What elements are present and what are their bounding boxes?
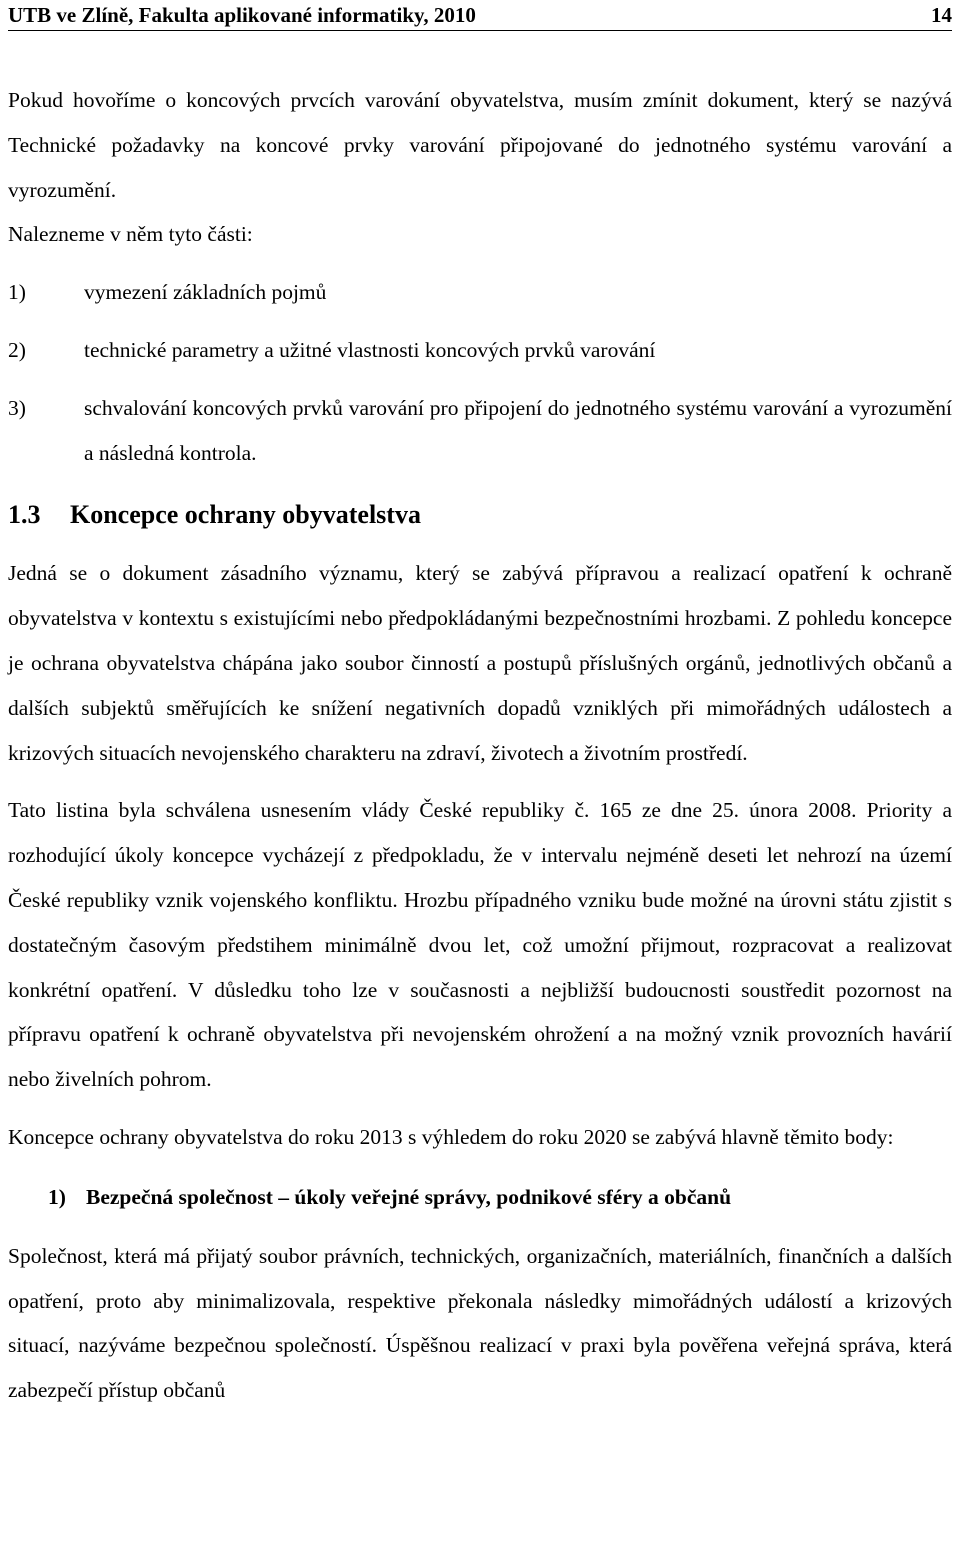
body-paragraph-2: Tato listina byla schválena usnesením vlády České republiky č. 165 ze dne 25. února 2008. Priority a rozhodující úkoly koncepce vycházejí z předpokladu, že v intervalu nejméně deseti let nehrozí na území České republiky vznik vojenského konfliktu. Hrozbu případného vzniku bude možné na úrovni státu zjistit s dostatečným časovým předstihem minimálně dvou let, což umožní přijmout, rozpracovat a realizovat konkrétní opatření. V důsledku toho lze v současnosti a nejbližší budoucnosti soustředit pozornost na přípravu opatření k ochraně obyvatelstva při nevojenském ohrožení a na možný vznik provozních havárií nebo živelních pohrom.: [8, 798, 952, 1092]
intro-lead-in: Nalezneme v něm tyto části:: [8, 222, 253, 247]
parts-list: [8, 270, 952, 475]
list-item-number: 3): [8, 395, 26, 420]
bold-item-text: Bezpečná společnost – úkoly veřejné správy, podnikové sféry a občanů: [86, 1184, 732, 1209]
page-header: [8, 0, 952, 31]
body-paragraph-1: Jedná se o dokument zásadního významu, který se zabývá přípravou a realizací opatření k ochraně obyvatelstva v kontextu s existujícími nebo předpokládanými bezpečnostními hrozbami. Z pohledu koncepce je ochrana obyvatelstva chápána jako soubor činností a postupů příslušných orgánů, jednotlivých občanů a dalších subjektů směřujících ke snížení negativních dopadů vzniklých při mimořádných událostech a krizových situacích nevojenského charakteru na zdraví, životech a životním prostředí.: [8, 561, 952, 765]
body-paragraph-3: Koncepce ochrany obyvatelstva do roku 2013 s výhledem do roku 2020 se zabývá hlavně těmito body:: [8, 1124, 894, 1149]
list-item-text: technické parametry a užitné vlastnosti koncových prvků varování: [84, 337, 656, 362]
section-title: Koncepce ochrany obyvatelstva: [70, 500, 421, 530]
section-heading: [8, 493, 952, 537]
list-item-number: 1): [8, 280, 26, 305]
page-number: 14: [931, 3, 952, 27]
document-body: [8, 78, 952, 1413]
header-title: UTB ve Zlíně, Fakulta aplikované informatiky, 2010: [8, 3, 476, 27]
bold-list-item: [8, 1175, 952, 1219]
list-item: [8, 270, 952, 315]
bold-item-number: 1): [48, 1184, 66, 1209]
list-item: [8, 328, 952, 373]
list-item-text: schvalování koncových prvků varování pro připojení do jednotného systému varování a vyrozumění a následná kontrola.: [84, 395, 952, 465]
closing-paragraph: Společnost, která má přijatý soubor právních, technických, organizačních, materiálních, finančních a dalších opatření, proto aby minimalizovala, respektive překonala následky mimořádných událostí a krizových situací, nazýváme bezpečnou společností. Úspěšnou realizací v praxi byla pověřena veřejná správa, která zabezpečí přístup občanů: [8, 1243, 952, 1403]
section-number: 1.3: [8, 500, 41, 530]
list-item-number: 2): [8, 337, 26, 362]
list-item: [8, 386, 952, 476]
intro-paragraph: Pokud hovoříme o koncových prvcích varování obyvatelstva, musím zmínit dokument, který se nazývá Technické požadavky na koncové prvky varování připojované do jednotného systému varování a vyrozumění.: [8, 88, 952, 202]
list-item-text: vymezení základních pojmů: [84, 280, 327, 305]
